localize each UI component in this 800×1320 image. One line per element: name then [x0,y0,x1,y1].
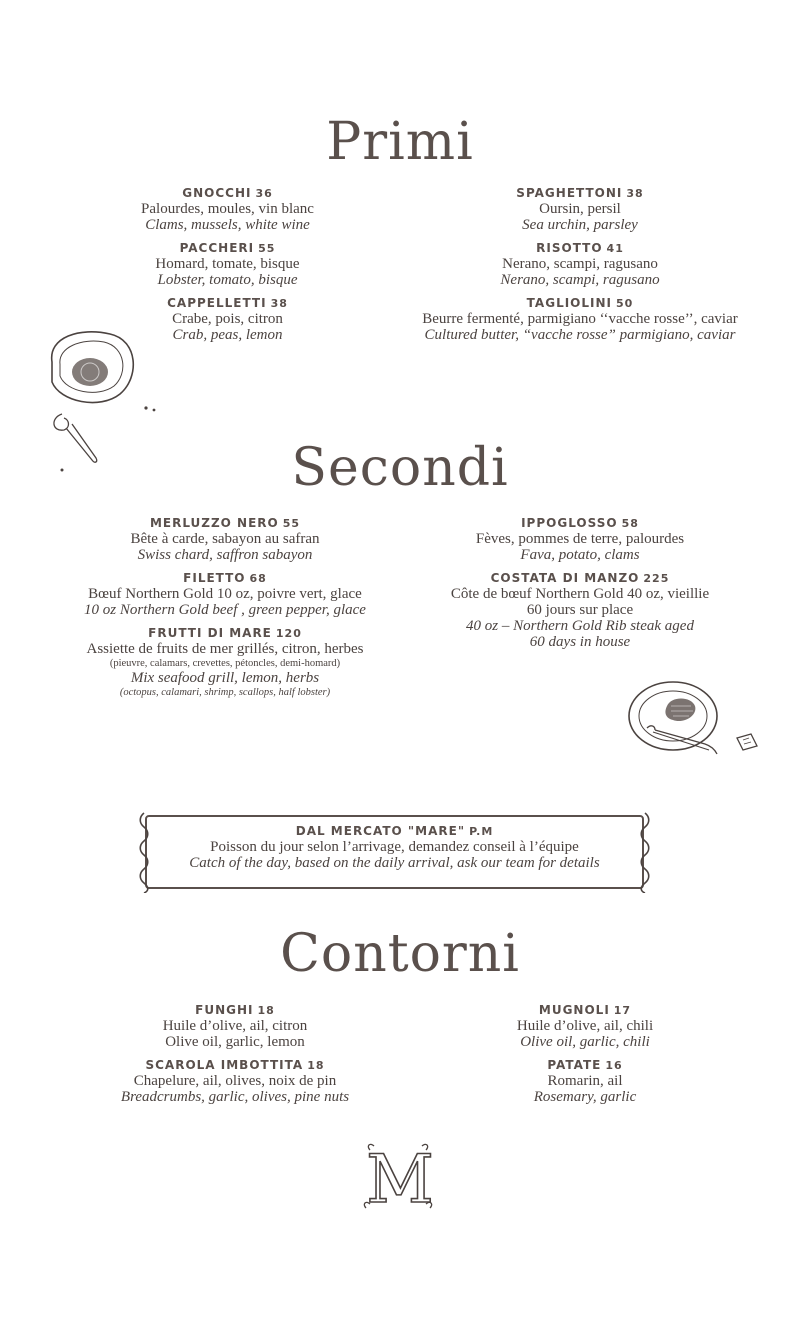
item-desc-fr-2: 60 jours sur place [526,602,634,618]
menu-item [90,186,365,233]
item-desc-fr: Oursin, persil [539,201,621,217]
contorni-title: Contorni [280,924,520,984]
mercato-box [145,815,644,889]
item-name: SPAGHETTONI [516,186,623,200]
item-name: MUGNOLI [538,1003,610,1017]
mercato-desc-fr: Poisson du jour selon l’arrivage, demandez conseil à l’équipe [210,839,579,855]
menu-item [60,626,390,699]
item-note-fr: (pieuvre, calamars, crevettes, pétoncles, demi-homard) [109,658,341,669]
item-desc-en: Fava, potato, clams [520,547,640,563]
primi-title: Primi [326,112,474,172]
item-desc-fr: Crabe, pois, citron [172,311,283,327]
item-desc-fr: Fèves, pommes de terre, palourdes [475,531,685,547]
item-name: RISOTTO [536,241,603,255]
item-name: FUNGHI [195,1003,254,1017]
menu-item [90,241,365,288]
item-desc-en: Crab, peas, lemon [172,327,283,343]
item-desc-fr: Huile d’olive, ail, citron [162,1018,308,1034]
item-price: 225 [643,572,670,585]
item-name: TAGLIOLINI [526,296,612,310]
item-desc-en: Breadcrumbs, garlic, olives, pine nuts [120,1089,350,1105]
item-desc-en: Sea urchin, parsley [522,217,638,233]
item-desc-en: 40 oz – Northern Gold Rib steak aged [466,618,694,634]
item-desc-en: Swiss chard, saffron sabayon [137,547,313,563]
item-name: MERLUZZO NERO [149,516,279,530]
item-price: 120 [275,627,302,640]
menu-item [420,571,740,650]
item-desc-en: Lobster, tomato, bisque [157,272,298,288]
item-name: PACCHERI [179,241,255,255]
item-desc-fr: Huile d’olive, ail, chili [516,1018,654,1034]
item-desc-fr: Assiette de fruits de mer grillés, citron, herbes [86,641,364,657]
item-desc-fr: Palourdes, moules, vin blanc [141,201,314,217]
item-price: 38 [270,297,288,310]
item-price: 58 [621,517,639,530]
item-name: IPPOGLOSSO [521,516,618,530]
item-desc-en: Nerano, scampi, ragusano [500,272,660,288]
monogram-icon [360,1142,440,1214]
item-price: 50 [616,297,634,310]
item-desc-fr: Bœuf Northern Gold 10 oz, poivre vert, glace [88,586,362,602]
item-desc-en: Cultured butter, “vacche rosse” parmigiano, caviar [424,327,736,343]
contorni-left-column [90,1003,380,1113]
item-name: GNOCCHI [182,186,252,200]
item-desc-fr: Bête à carde, sabayon au safran [130,531,320,547]
menu-item [405,186,755,233]
menu-item [60,571,390,618]
mercato-desc-en: Catch of the day, based on the daily arrival, ask our team for details [189,855,600,871]
item-desc-fr: Romarin, ail [547,1073,623,1089]
item-price: 55 [282,517,301,530]
menu-item [405,296,755,343]
menu-item [440,1058,730,1105]
contorni-right-column [440,1003,730,1113]
primi-right-column [405,186,755,351]
monogram-letter: M [366,1142,434,1214]
item-desc-en: Olive oil, garlic, chili [520,1034,650,1050]
menu-item [60,516,390,563]
item-name: PATATE [547,1058,602,1072]
item-price: 18 [307,1059,325,1072]
item-desc-fr: Homard, tomate, bisque [155,256,300,272]
item-price: 16 [605,1059,623,1072]
menu-item [90,1003,380,1050]
item-price: 41 [606,242,624,255]
item-name: CAPPELLETTI [167,296,267,310]
item-price: 17 [613,1004,632,1017]
mercato-price: P.M [469,825,494,838]
item-price: 36 [255,187,273,200]
item-desc-fr: Beurre fermenté, parmigiano ‘‘vacche rosse’’, caviar [422,311,738,327]
item-note-en: (octopus, calamari, shrimp, scallops, half lobster) [119,687,331,698]
item-desc-en-2: 60 days in house [529,634,631,650]
item-desc-en: 10 oz Northern Gold beef , green pepper, glace [84,602,366,618]
ornament-left-icon [137,811,151,893]
item-price: 55 [258,242,276,255]
item-name: SCAROLA IMBOTTITA [145,1058,304,1072]
item-name: COSTATA DI MANZO [490,571,640,585]
ornament-right-icon [638,811,652,893]
secondi-right-column [420,516,740,658]
item-desc-en: Mix seafood grill, lemon, herbs [130,670,320,686]
item-price: 68 [249,572,267,585]
item-desc-fr: Côte de bœuf Northern Gold 40 oz, vieillie [450,586,710,602]
item-desc-fr: Nerano, scampi, ragusano [502,256,658,272]
mercato-name: DAL MERCATO "MARE" [295,824,466,838]
menu-item [90,1058,380,1105]
menu-item [420,516,740,563]
menu-item [440,1003,730,1050]
item-name: FILETTO [183,571,246,585]
item-desc-en: Rosemary, garlic [533,1089,637,1105]
secondi-left-column [60,516,390,707]
item-desc-en: Clams, mussels, white wine [145,217,310,233]
menu-item [405,241,755,288]
item-desc-en: Olive oil, garlic, lemon [165,1034,305,1050]
item-price: 18 [257,1004,275,1017]
item-price: 38 [626,187,644,200]
item-name: FRUTTI DI MARE [148,626,272,640]
item-desc-fr: Chapelure, ail, olives, noix de pin [133,1073,337,1089]
secondi-title: Secondi [291,438,509,498]
steak-plate-icon [625,672,765,772]
